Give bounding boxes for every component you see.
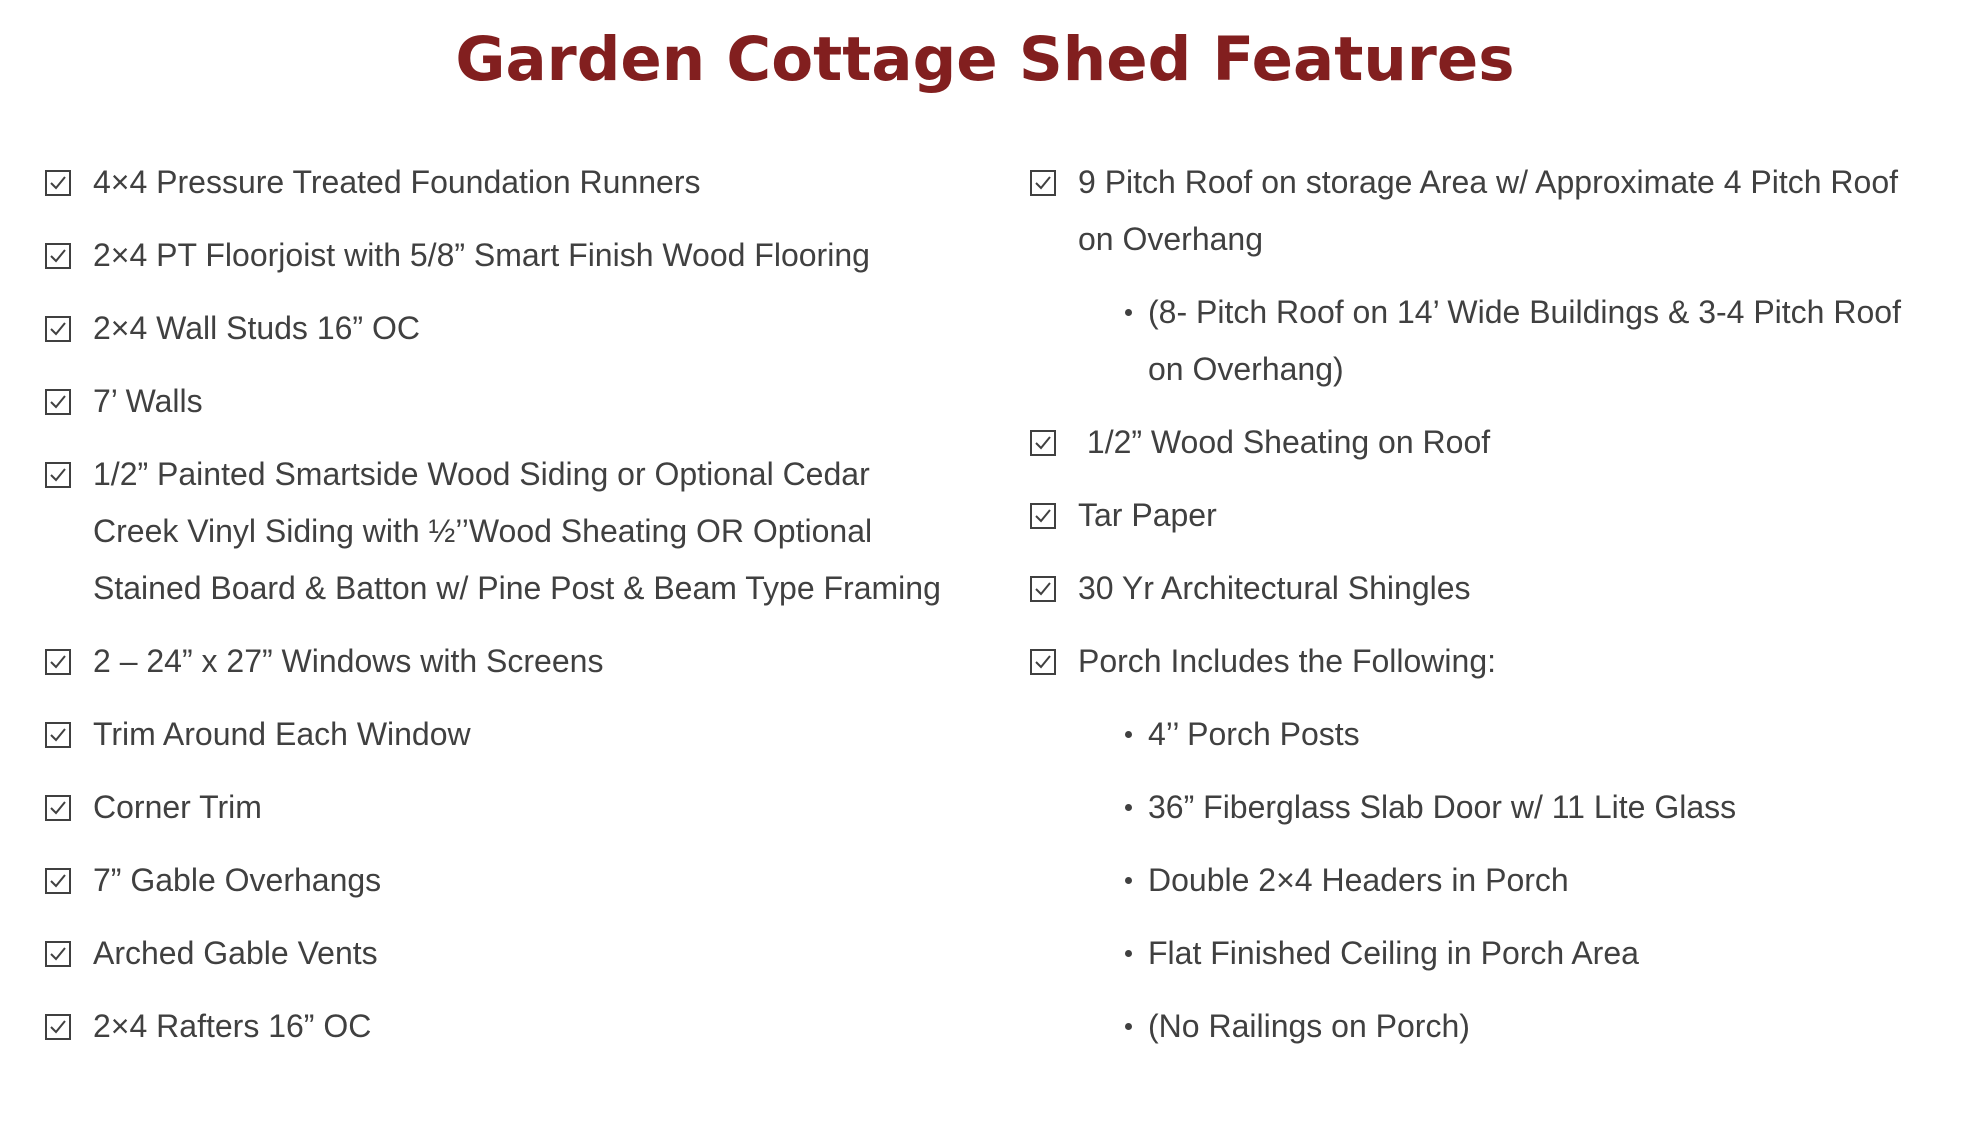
feature-item xyxy=(45,998,945,1055)
feature-item xyxy=(45,227,945,284)
feature-item-label: Corner Trim xyxy=(93,789,262,825)
bullet-icon xyxy=(1125,950,1132,957)
sub-feature-label: 4’’ Porch Posts xyxy=(1148,716,1360,752)
checked-checkbox-icon xyxy=(45,795,71,821)
sub-feature-item xyxy=(1030,852,1930,909)
feature-item-label: 30 Yr Architectural Shingles xyxy=(1078,570,1471,606)
feature-item xyxy=(45,633,945,690)
bullet-icon xyxy=(1125,731,1132,738)
feature-item xyxy=(45,925,945,982)
bullet-icon xyxy=(1125,1023,1132,1030)
checked-checkbox-icon xyxy=(1030,170,1056,196)
feature-item xyxy=(1030,487,1930,544)
sub-feature-item xyxy=(1030,779,1930,836)
feature-item xyxy=(1030,154,1930,268)
bullet-icon xyxy=(1125,804,1132,811)
page-title: Garden Cottage Shed Features xyxy=(455,24,1515,95)
sub-feature-item xyxy=(1030,706,1930,763)
feature-item xyxy=(45,852,945,909)
feature-item xyxy=(1030,414,1930,471)
feature-item xyxy=(1030,633,1930,690)
feature-item xyxy=(45,446,945,617)
feature-item xyxy=(1030,560,1930,617)
feature-item-label: 2×4 Rafters 16” OC xyxy=(93,1008,372,1044)
checked-checkbox-icon xyxy=(45,389,71,415)
checked-checkbox-icon xyxy=(45,316,71,342)
feature-item xyxy=(45,779,945,836)
feature-item xyxy=(45,706,945,763)
sub-feature-label: (No Railings on Porch) xyxy=(1148,1008,1470,1044)
feature-item xyxy=(45,300,945,357)
feature-item-label: Arched Gable Vents xyxy=(93,935,378,971)
checked-checkbox-icon xyxy=(45,243,71,269)
sub-feature-label: Flat Finished Ceiling in Porch Area xyxy=(1148,935,1639,971)
checked-checkbox-icon xyxy=(1030,503,1056,529)
feature-list-right xyxy=(1030,154,1930,1071)
sub-feature-label: (8- Pitch Roof on 14’ Wide Buildings & 3-4 Pitch Roof on Overhang) xyxy=(1148,294,1901,387)
feature-item-label: 9 Pitch Roof on storage Area w/ Approximate 4 Pitch Roof on Overhang xyxy=(1078,164,1898,257)
sub-feature-item xyxy=(1030,925,1930,982)
checked-checkbox-icon xyxy=(45,722,71,748)
checked-checkbox-icon xyxy=(1030,649,1056,675)
sub-feature-item xyxy=(1030,998,1930,1055)
feature-item-label: 2×4 Wall Studs 16” OC xyxy=(93,310,420,346)
feature-item-label: 2×4 PT Floorjoist with 5/8” Smart Finish Wood Flooring xyxy=(93,237,870,273)
bullet-icon xyxy=(1125,309,1132,316)
feature-item xyxy=(45,154,945,211)
bullet-icon xyxy=(1125,877,1132,884)
checked-checkbox-icon xyxy=(45,649,71,675)
sub-feature-label: 36” Fiberglass Slab Door w/ 11 Lite Glass xyxy=(1148,789,1737,825)
feature-list-left xyxy=(45,154,945,1071)
checked-checkbox-icon xyxy=(1030,430,1056,456)
feature-item-label: 1/2” Wood Sheating on Roof xyxy=(1078,424,1491,460)
checked-checkbox-icon xyxy=(45,868,71,894)
checked-checkbox-icon xyxy=(1030,576,1056,602)
checked-checkbox-icon xyxy=(45,462,71,488)
checked-checkbox-icon xyxy=(45,1014,71,1040)
feature-item-label: 7” Gable Overhangs xyxy=(93,862,382,898)
feature-item-label: Porch Includes the Following: xyxy=(1078,643,1496,679)
feature-item-label: Trim Around Each Window xyxy=(93,716,471,752)
sub-feature-label: Double 2×4 Headers in Porch xyxy=(1148,862,1569,898)
feature-item-label: 1/2” Painted Smartside Wood Siding or Optional Cedar Creek Vinyl Siding with ½’’Wood Sheating OR Optional Stained Board & Batton w/ Pine Post & Beam Type Framing xyxy=(93,456,941,606)
sub-feature-item xyxy=(1030,284,1930,398)
checked-checkbox-icon xyxy=(45,941,71,967)
feature-item-label: 4×4 Pressure Treated Foundation Runners xyxy=(93,164,701,200)
feature-item-label: 7’ Walls xyxy=(93,383,203,419)
checked-checkbox-icon xyxy=(45,170,71,196)
feature-item xyxy=(45,373,945,430)
feature-item-label: Tar Paper xyxy=(1078,497,1217,533)
feature-item-label: 2 – 24” x 27” Windows with Screens xyxy=(93,643,604,679)
